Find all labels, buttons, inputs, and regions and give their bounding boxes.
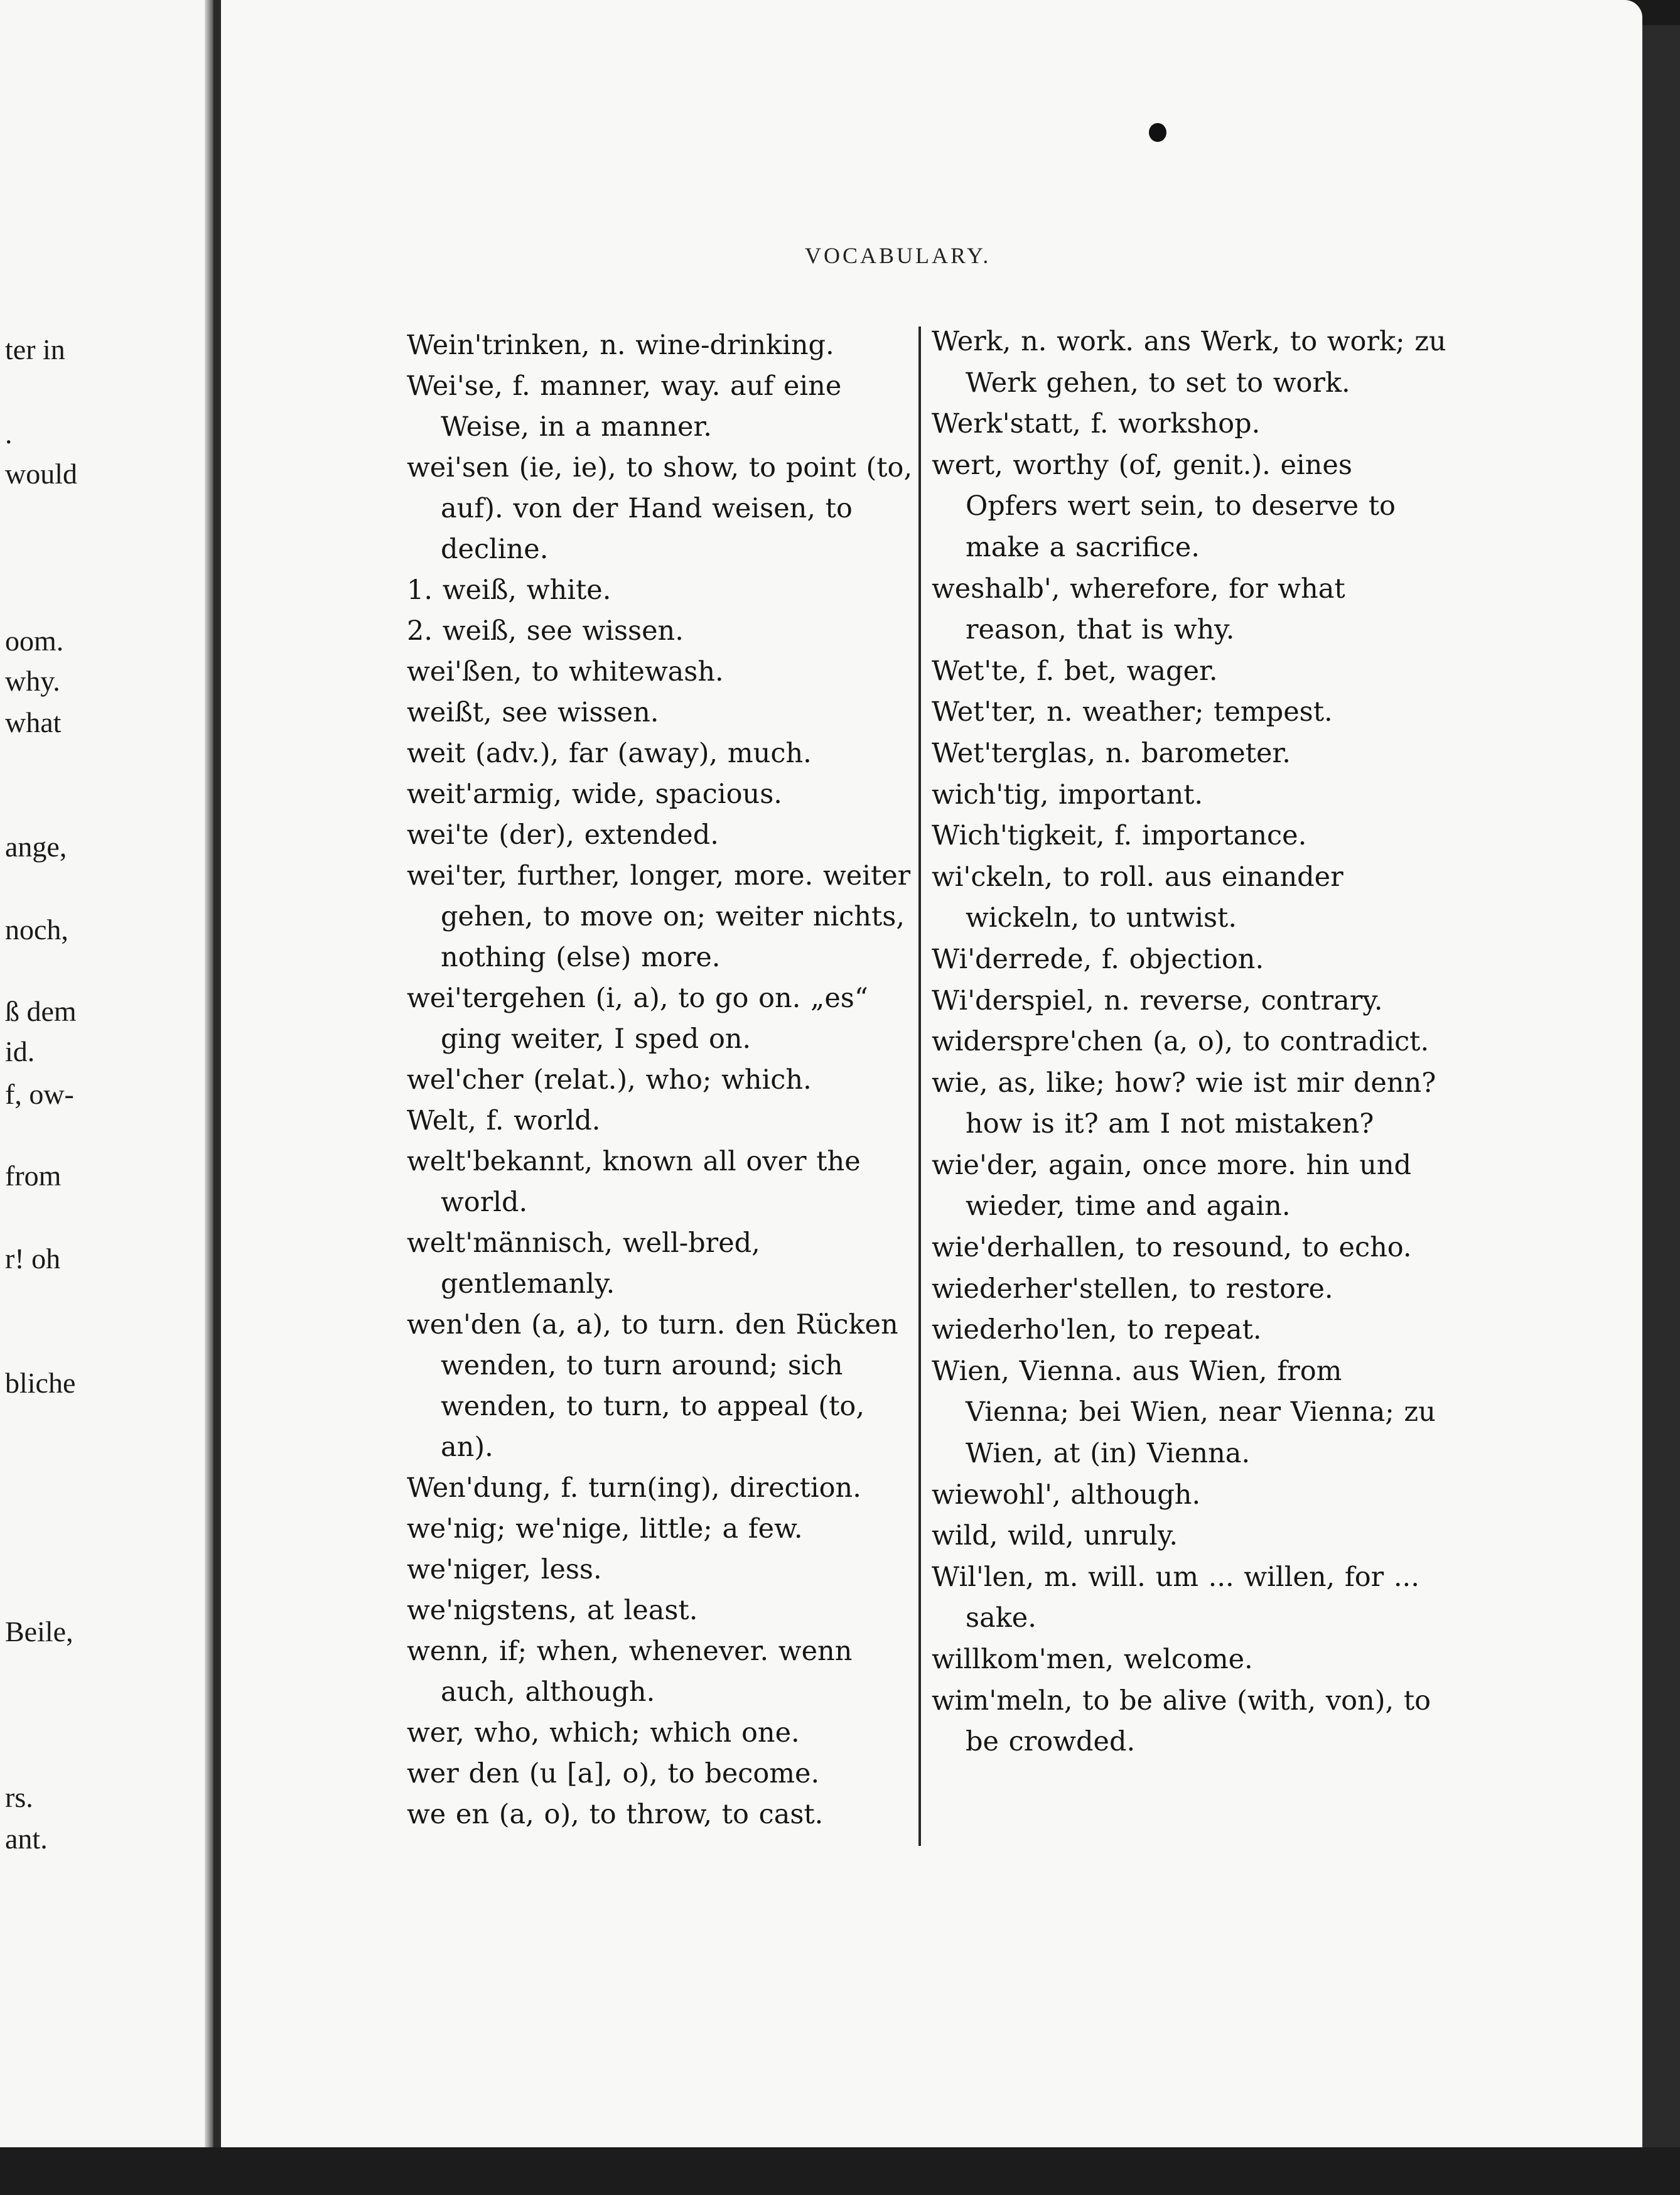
dictionary-entry: Welt, f. world. — [407, 1105, 601, 1136]
dictionary-entry: Wien, Vienna. aus Wien, from Vienna; bei Wien, near Vienna; zu Wien, at (in) Vienna. — [932, 1355, 1436, 1470]
dictionary-entry: Wet'te, f. bet, wager. — [932, 655, 1218, 687]
dictionary-entry: wei'ter, further, longer, more. weiter gehen, to move on; weiter nichts, nothing (else) more. — [407, 860, 911, 973]
left-column — [407, 325, 922, 1835]
dictionary-entry: Wil'len, m. will. um ... willen, for ... sake. — [932, 1561, 1419, 1634]
dictionary-entry: wiewohl', although. — [932, 1479, 1201, 1511]
ink-dot — [1149, 123, 1166, 142]
dictionary-entry: Werk'statt, f. workshop. — [932, 408, 1261, 440]
right-column — [932, 321, 1446, 1763]
dictionary-entry: wei'tergehen (i, a), to go on. „es“ ging weiter, I sped on. — [407, 983, 868, 1055]
dictionary-entry: widerspre'chen (a, o), to contradict. — [932, 1026, 1430, 1058]
dictionary-entry: Wich'tigkeit, f. importance. — [932, 820, 1307, 852]
dictionary-entry: Wet'terglas, n. barometer. — [932, 737, 1291, 769]
running-head: VOCABULARY. — [805, 243, 991, 268]
margin-fragment: id. — [5, 1035, 35, 1067]
dictionary-entry: wei'sen (ie, ie), to show, to point (to, auf). von der Hand weisen, to decline. — [407, 452, 913, 565]
dictionary-entry: wei'ßen, to whitewash. — [407, 656, 724, 688]
dictionary-entry: weit (adv.), far (away), much. — [407, 738, 812, 769]
dictionary-entry: wer den (u [a], o), to become. — [407, 1758, 820, 1789]
dictionary-entry: wi'ckeln, to roll. aus einander wickeln, to untwist. — [932, 861, 1343, 934]
margin-fragment: bliche — [5, 1367, 76, 1399]
dictionary-entry: wich'tig, important. — [932, 779, 1203, 811]
dictionary-entry: Wet'ter, n. weather; tempest. — [932, 696, 1333, 728]
scan-border — [0, 2147, 1680, 2195]
dictionary-entry: wert, worthy (of, genit.). eines Opfers wert sein, to deserve to make a sacrifice. — [932, 449, 1396, 563]
dictionary-entry: wild, wild, unruly. — [932, 1520, 1178, 1552]
dictionary-entry: wel'cher (relat.), who; which. — [407, 1064, 812, 1096]
margin-fragment: . — [5, 418, 13, 450]
dictionary-entry: willkom'men, welcome. — [932, 1644, 1253, 1675]
dictionary-entry: wenn, if; when, whenever. wenn auch, although. — [407, 1636, 853, 1708]
dictionary-entry: wer, who, which; which one. — [407, 1717, 800, 1749]
dictionary-entry: 1. weiß, white. — [407, 574, 611, 606]
margin-fragment: would — [5, 458, 77, 490]
dictionary-entry: Wi'derspiel, n. reverse, contrary. — [932, 984, 1383, 1017]
dictionary-entry: we en (a, o), to throw, to cast. — [407, 1799, 824, 1830]
dictionary-entry: wie'der, again, once more. hin und wieder, time and again. — [932, 1149, 1412, 1222]
margin-fragment: ant. — [5, 1823, 48, 1855]
dictionary-entry: weshalb', wherefore, for what reason, that is why. — [932, 573, 1345, 646]
dictionary-entry: welt'männisch, well-bred, gentlemanly. — [407, 1227, 760, 1300]
margin-fragment: from — [5, 1160, 62, 1192]
dictionary-entry: wie, as, like; how? wie ist mir denn? how is it? am I not mistaken? — [932, 1067, 1436, 1140]
dictionary-entry: we'nigstens, at least. — [407, 1595, 698, 1626]
margin-fragment: why. — [5, 665, 60, 697]
dictionary-entry: weit'armig, wide, spacious. — [407, 779, 782, 810]
dictionary-entry: wiederho'len, to repeat. — [932, 1314, 1262, 1346]
spine-shadow — [213, 0, 221, 2195]
margin-fragment: what — [5, 706, 62, 738]
margin-fragment: f, ow- — [5, 1078, 74, 1110]
margin-fragment: oom. — [5, 625, 64, 657]
page-edge — [1642, 25, 1680, 2195]
margin-fragment: Beile, — [5, 1615, 73, 1648]
dictionary-entry: wen'den (a, a), to turn. den Rücken wenden, to turn around; sich wenden, to turn, to appeal (to, an). — [407, 1309, 898, 1463]
margin-fragment: r! oh — [5, 1243, 61, 1275]
dictionary-entry: wie'derhallen, to resound, to echo. — [932, 1232, 1412, 1264]
dictionary-entry: 2. weiß, see wissen. — [407, 615, 684, 647]
dictionary-entry: we'niger, less. — [407, 1554, 602, 1585]
margin-fragment: noch, — [5, 914, 68, 946]
dictionary-entry: wiederher'stellen, to restore. — [932, 1273, 1333, 1305]
dictionary-entry: welt'bekannt, known all over the world. — [407, 1146, 861, 1218]
facing-page — [0, 0, 221, 2195]
dictionary-entry: we'nig; we'nige, little; a few. — [407, 1513, 803, 1545]
margin-fragment: rs. — [5, 1781, 33, 1813]
margin-fragment: ter in — [5, 333, 65, 365]
dictionary-entry: Wein'trinken, n. wine-drinking. — [407, 330, 834, 361]
dictionary-entry: Wen'dung, f. turn(ing), direction. — [407, 1472, 861, 1504]
margin-fragment: ange, — [5, 831, 67, 863]
dictionary-entry: wei'te (der), extended. — [407, 819, 719, 851]
margin-fragment: ß dem — [5, 995, 77, 1027]
dictionary-entry: Wei'se, f. manner, way. auf eine Weise, in a manner. — [407, 370, 842, 443]
dictionary-entry: Wi'derrede, f. objection. — [932, 943, 1264, 975]
dictionary-entry: wim'meln, to be alive (with, von), to be crowded. — [932, 1685, 1431, 1758]
dictionary-entry: weißt, see wissen. — [407, 697, 659, 728]
dictionary-entry: Werk, n. work. ans Werk, to work; zu Werk gehen, to set to work. — [932, 326, 1446, 399]
